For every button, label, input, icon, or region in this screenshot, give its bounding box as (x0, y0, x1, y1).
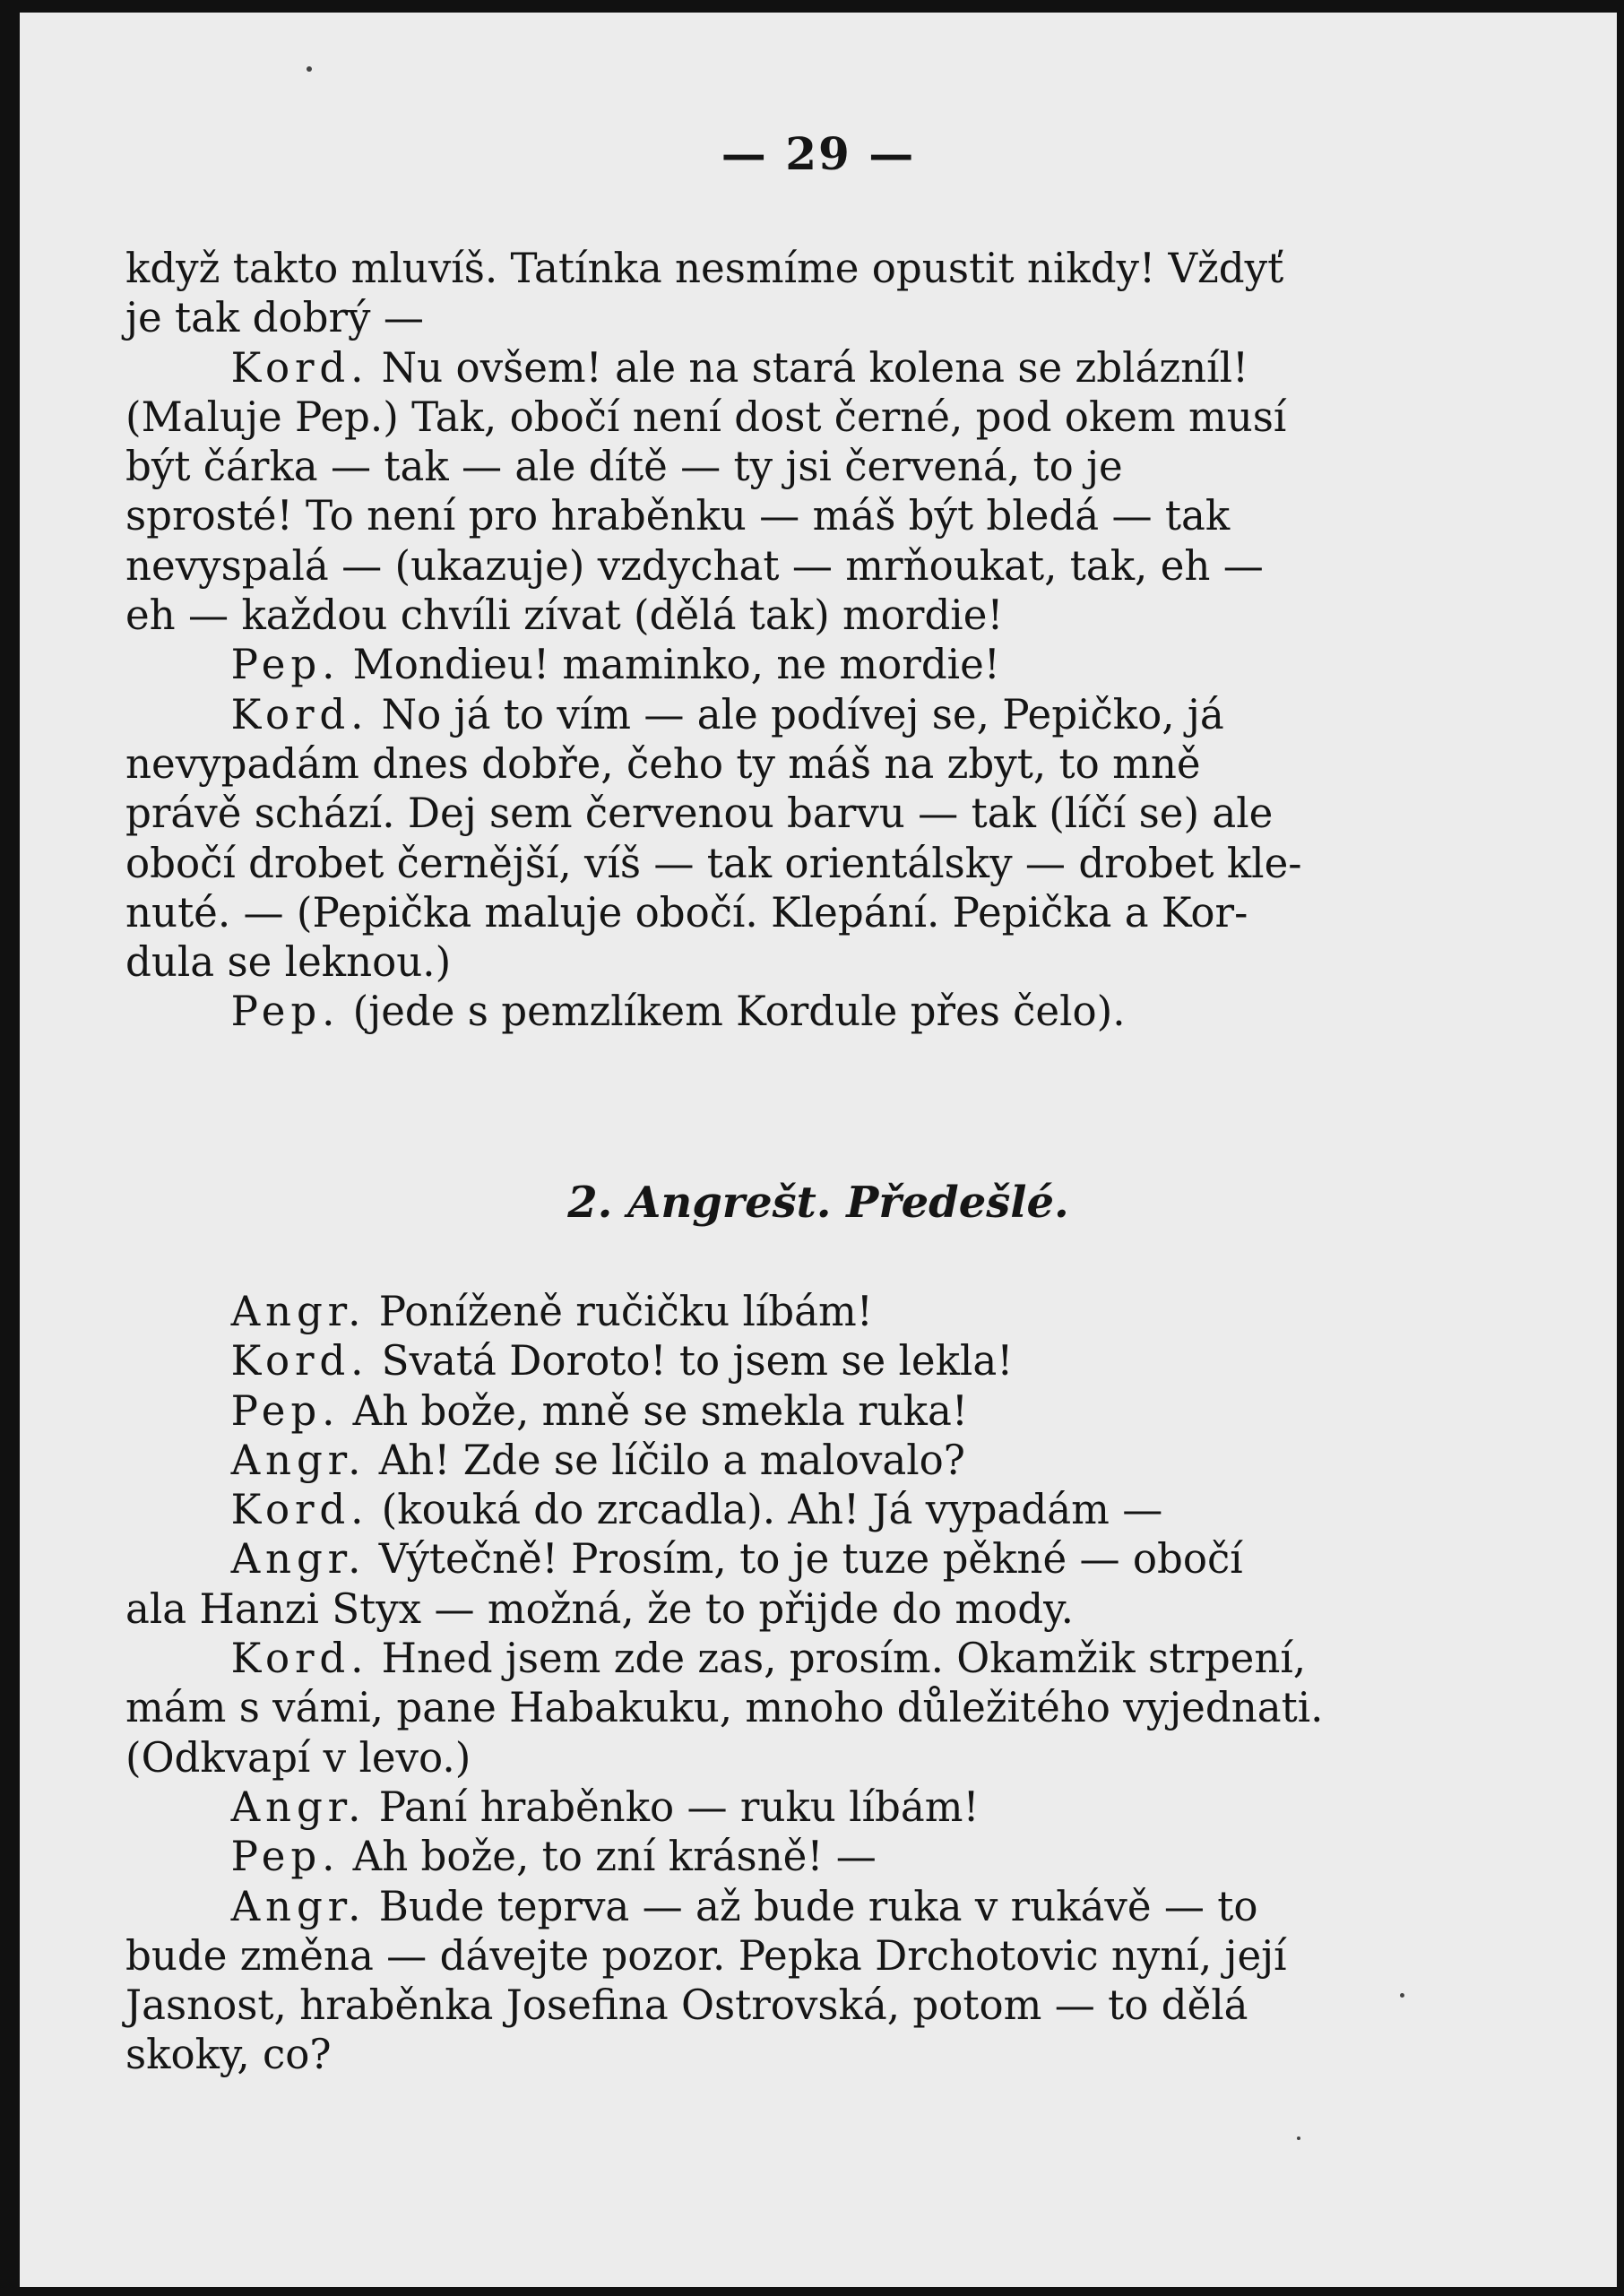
text-line (125, 393, 1434, 442)
line-text: No já to vím — ale podívej se, Pepičko, já (381, 689, 1224, 738)
text-line (125, 591, 1434, 640)
line-text: je tak dobrý — (125, 293, 424, 342)
text-line (125, 293, 1434, 342)
line-text: Ah! Zde se líčilo a malovalo? (378, 1435, 965, 1484)
line-text: dula se leknou.) (125, 937, 452, 987)
speaker-label: Pep. (230, 1385, 341, 1435)
scene-heading: 2. Angrešt. Předešlé. (567, 1178, 1069, 1228)
text-line (125, 2030, 1434, 2079)
speaker-label: Kord. (230, 342, 369, 392)
line-text: Poníženě ručičku líbám! (378, 1287, 873, 1335)
speaker-label: Pep. (230, 640, 341, 689)
line-text: ala Hanzi Styx — možná, že to přijde do mody. (125, 1584, 1074, 1633)
scan-speck (1297, 2136, 1300, 2140)
line-text: být čárka — tak — ale dítě — ty jsi červená, to je (125, 442, 1123, 491)
text-line (125, 640, 1434, 689)
line-text: Svatá Doroto! to jsem se lekla! (381, 1336, 1014, 1385)
line-text: nevypadám dnes dobře, čeho ty máš na zbyt, to mně (125, 738, 1201, 788)
text-line (125, 1386, 1434, 1436)
speaker-label: Kord. (230, 689, 369, 738)
text-line (125, 1981, 1434, 2030)
speaker-label: Angr. (230, 1287, 367, 1335)
speaker-label: Angr. (230, 1534, 367, 1584)
text-line (125, 1534, 1434, 1584)
speaker-label: Pep. (230, 987, 341, 1036)
text-line (125, 1336, 1434, 1385)
text-line (125, 1832, 1434, 1881)
text-line (125, 1931, 1434, 1981)
text-line (125, 789, 1434, 838)
line-text: právě schází. Dej sem červenou barvu — tak (líčí se) ale (125, 789, 1274, 838)
text-line (125, 491, 1434, 540)
text-line (125, 1882, 1434, 1931)
text-line (125, 1485, 1434, 1534)
speaker-label: Kord. (230, 1634, 369, 1683)
text-line (125, 1287, 1434, 1336)
speaker-label: Pep. (230, 1832, 341, 1881)
line-text: (jede s pemzlíkem Kordule přes čelo). (352, 987, 1126, 1036)
line-text: nuté. — (Pepička maluje obočí. Klepání. Pepička a Kor- (125, 887, 1248, 937)
line-text: Hned jsem zde zas, prosím. Okamžik strpení, (381, 1634, 1307, 1683)
speaker-label: Angr. (230, 1435, 367, 1484)
page-number: — 29 — (721, 127, 916, 180)
text-line (125, 244, 1434, 293)
speaker-label: Angr. (230, 1881, 367, 1930)
text-line (125, 987, 1434, 1036)
line-text: Jasnost, hraběnka Josefina Ostrovská, potom — to dělá (125, 1981, 1248, 2030)
line-text: Paní hraběnko — ruku líbám! (378, 1782, 980, 1831)
text-line (125, 1782, 1434, 1832)
line-text: Nu ovšem! ale na stará kolena se zblázníl! (381, 342, 1249, 392)
line-text: (Odkvapí v levo.) (125, 1732, 471, 1782)
text-line (125, 937, 1434, 987)
line-text: (kouká do zrcadla). Ah! Já vypadám — (381, 1485, 1163, 1534)
line-text: Mondieu! maminko, ne mordie! (352, 640, 1000, 689)
line-text: Ah bože, mně se smekla ruka! (352, 1385, 968, 1435)
text-line (125, 343, 1434, 393)
line-text: (Maluje Pep.) Tak, obočí není dost černé, pod okem musí (125, 392, 1287, 441)
line-text: obočí drobet černější, víš — tak orientálsky — drobet kle- (125, 838, 1302, 887)
speaker-label: Kord. (230, 1485, 369, 1534)
text-line (125, 1634, 1434, 1683)
line-text: nevyspalá — (ukazuje) vzdychat — mrňoukat, tak, eh — (125, 540, 1264, 590)
line-text: Ah bože, to zní krásně! — (352, 1832, 877, 1881)
text-line (125, 739, 1434, 789)
text-line (125, 1584, 1434, 1634)
scan-speck (1400, 1993, 1404, 1998)
dialogue-block-2 (125, 1287, 1461, 2080)
speaker-label: Kord. (230, 1336, 369, 1385)
text-line (125, 1436, 1434, 1485)
text-line (125, 1733, 1434, 1782)
line-text: když takto mluvíš. Tatínka nesmíme opustit nikdy! Vždyť (125, 244, 1284, 292)
text-line (125, 541, 1434, 591)
line-text: eh — každou chvíli zívat (dělá tak) mordie! (125, 591, 1004, 640)
line-text: skoky, co? (125, 2030, 332, 2079)
line-text: Výtečně! Prosím, to je tuze pěkné — obočí (378, 1534, 1243, 1584)
text-line (125, 442, 1434, 491)
text-line (125, 690, 1434, 739)
line-text: Bude teprva — až bude ruka v rukávě — to (378, 1881, 1258, 1930)
line-text: bude změna — dávejte pozor. Pepka Drchotovic nyní, její (125, 1930, 1287, 1980)
text-line (125, 888, 1434, 937)
speaker-label: Angr. (230, 1782, 367, 1831)
line-text: sprosté! To není pro hraběnku — máš být bledá — tak (125, 491, 1231, 540)
scan-speck (307, 66, 312, 72)
text-line (125, 839, 1434, 888)
line-text: mám s vámi, pane Habakuku, mnoho důležitého vyjednati. (125, 1683, 1324, 1732)
text-line (125, 1683, 1434, 1732)
dialogue-block-1 (125, 244, 1461, 1037)
